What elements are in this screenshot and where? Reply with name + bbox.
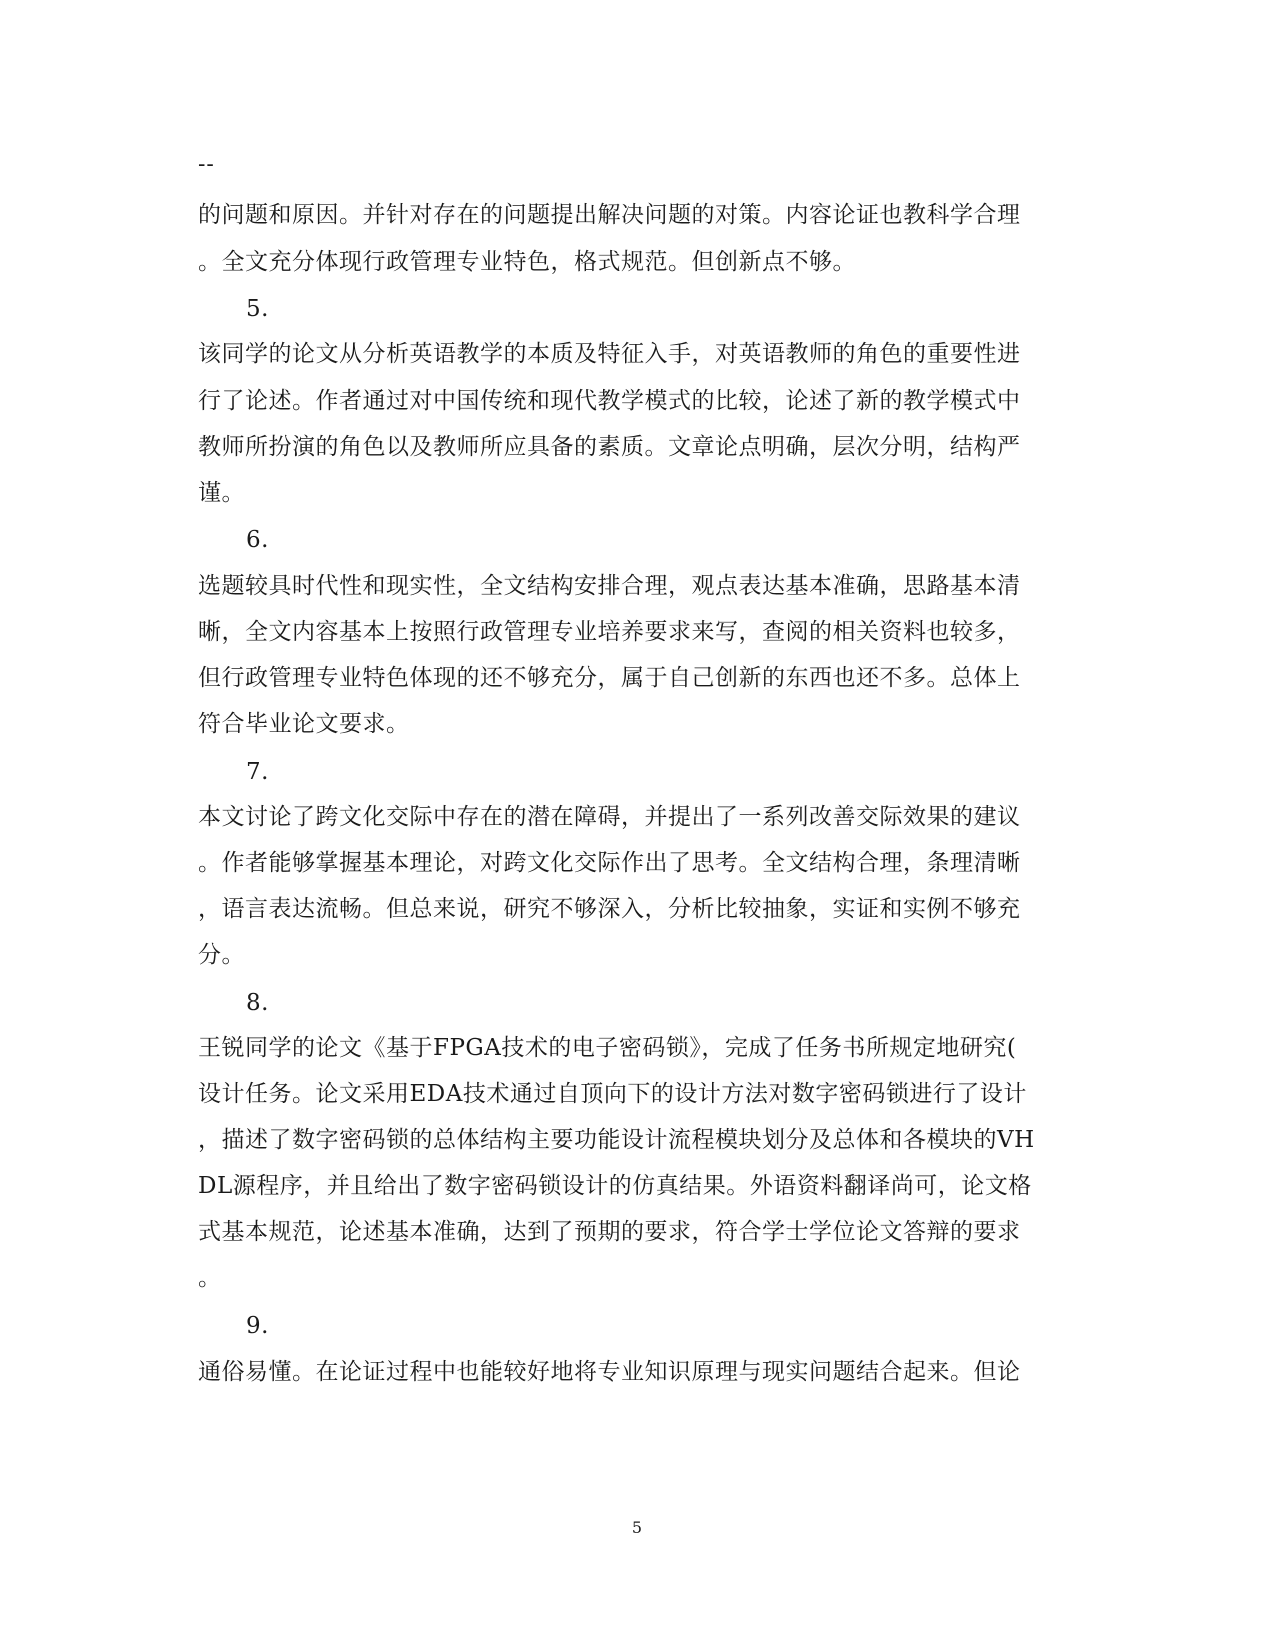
paragraph-line: 符合毕业论文要求。 xyxy=(198,711,410,737)
paragraph-line: ，描述了数字密码锁的总体结构主要功能设计流程模块划分及总体和各模块的VH xyxy=(198,1127,1035,1153)
paragraph-line: 王锐同学的论文《基于FPGA技术的电子密码锁》，完成了任务书所规定地研究( xyxy=(198,1035,1017,1061)
paragraph-line: 谨。 xyxy=(198,480,245,506)
paragraph-line: 的问题和原因。并针对存在的问题提出解决问题的对策。内容论证也教科学合理 xyxy=(198,202,1021,228)
item-number: 7. xyxy=(246,759,269,785)
paragraph-line: 本文讨论了跨文化交际中存在的潜在障碍，并提出了一系列改善交际效果的建议 xyxy=(198,804,1021,830)
page-number: 5 xyxy=(631,1518,643,1537)
item-number: 5. xyxy=(246,296,269,322)
paragraph-line: 。作者能够掌握基本理论，对跨文化交际作出了思考。全文结构合理，条理清晰 xyxy=(198,850,1021,876)
paragraph-line: 式基本规范，论述基本准确，达到了预期的要求，符合学士学位论文答辩的要求 xyxy=(198,1219,1021,1245)
paragraph-line: 晰，全文内容基本上按照行政管理专业培养要求来写，查阅的相关资料也较多， xyxy=(198,619,1021,645)
paragraph-line: 但行政管理专业特色体现的还不够充分，属于自己创新的东西也还不多。总体上 xyxy=(198,665,1021,691)
paragraph-line: 通俗易懂。在论证过程中也能较好地将专业知识原理与现实问题结合起来。但论 xyxy=(198,1359,1021,1385)
header-mark: -- xyxy=(198,152,215,177)
paragraph-line: 分。 xyxy=(198,942,245,968)
paragraph-line: 选题较具时代性和现实性，全文结构安排合理，观点表达基本准确，思路基本清 xyxy=(198,573,1021,599)
paragraph-line: 教师所扮演的角色以及教师所应具备的素质。文章论点明确，层次分明，结构严 xyxy=(198,434,1021,460)
paragraph-line: ，语言表达流畅。但总来说，研究不够深入，分析比较抽象，实证和实例不够充 xyxy=(198,896,1021,922)
paragraph-line: 设计任务。论文采用EDA技术通过自顶向下的设计方法对数字密码锁进行了设计 xyxy=(198,1081,1027,1107)
item-number: 9. xyxy=(246,1313,269,1339)
paragraph-line: 。全文充分体现行政管理专业特色，格式规范。但创新点不够。 xyxy=(198,249,856,275)
paragraph-line: 行了论述。作者通过对中国传统和现代教学模式的比较，论述了新的教学模式中 xyxy=(198,388,1021,414)
paragraph-line: DL源程序，并且给出了数字密码锁设计的仿真结果。外语资料翻译尚可，论文格 xyxy=(198,1173,1032,1199)
item-number: 8. xyxy=(246,990,269,1016)
item-number: 6. xyxy=(246,527,269,553)
paragraph-line: 该同学的论文从分析英语教学的本质及特征入手，对英语教师的角色的重要性进 xyxy=(198,341,1021,367)
paragraph-line: 。 xyxy=(198,1265,222,1291)
